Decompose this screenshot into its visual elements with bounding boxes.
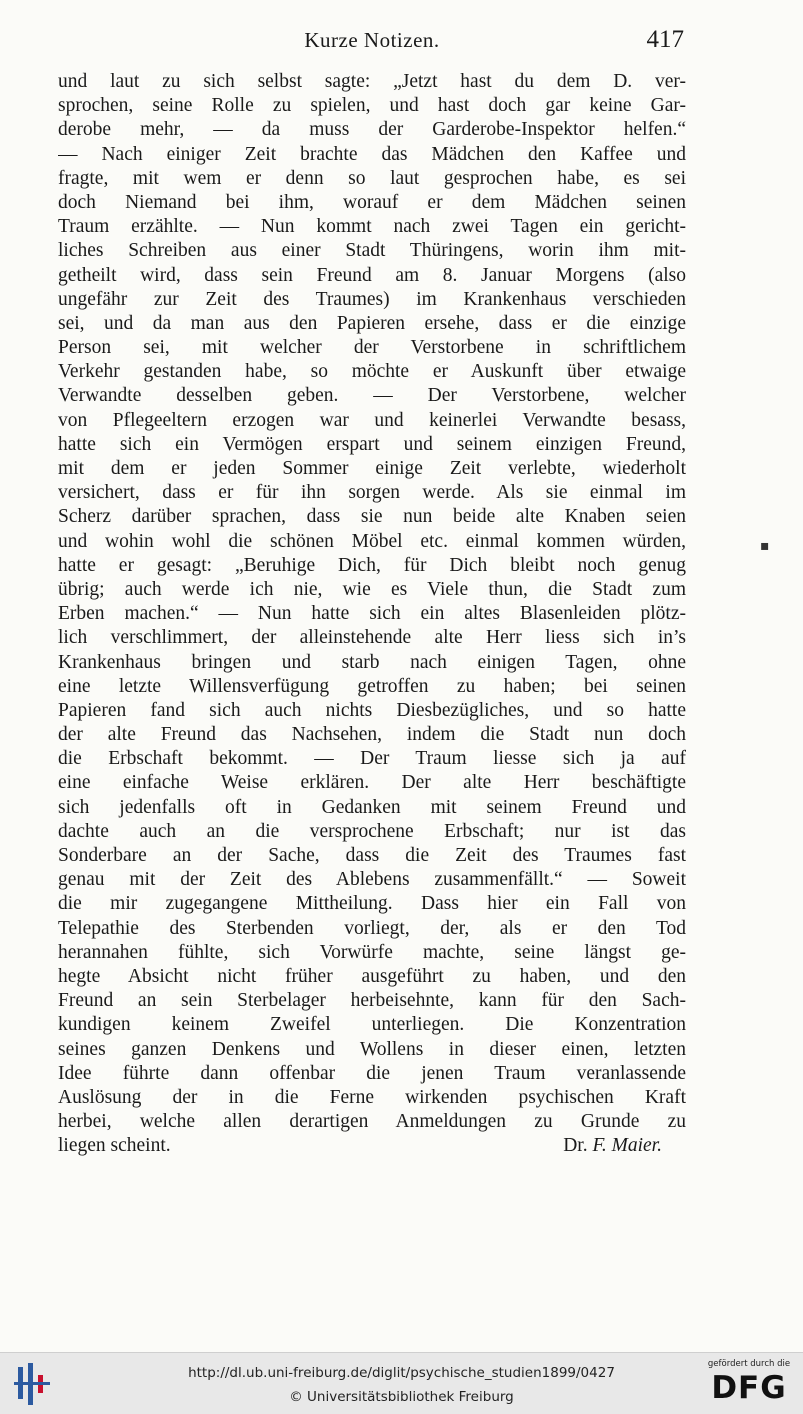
text-line: die Erbschaft bekommt. — Der Traum liesse sich ja auf bbox=[58, 748, 686, 770]
text-line: seines ganzen Denkens und Wollens in dieser einen, letzten bbox=[58, 1038, 686, 1060]
text-line: versichert, dass er für ihn sorgen werde. Als sie einmal im bbox=[58, 482, 686, 504]
page-number: 417 bbox=[646, 26, 684, 53]
text-line: Freund an sein Sterbelager herbeisehnte, kann für den Sach- bbox=[58, 990, 686, 1012]
text-line: kundigen keinem Zweifel unterliegen. Die Konzentration bbox=[58, 1014, 686, 1036]
text-line: Traum erzählte. — Nun kommt nach zwei Tagen ein gericht- bbox=[58, 216, 686, 238]
text-line: Sonderbare an der Sache, dass die Zeit des Traumes fast bbox=[58, 845, 686, 866]
text-line: liches Schreiben aus einer Stadt Thüringens, worin ihm mit- bbox=[58, 240, 686, 262]
text-line: übrig; auch werde ich nie, wie es Viele thun, die Stadt zum bbox=[58, 578, 686, 600]
text-line: sei, und da man aus den Papieren ersehe, dass er die einzige bbox=[58, 312, 686, 334]
dfg-caption: gefördert durch die bbox=[707, 1359, 791, 1369]
text-line: Verwandte desselben geben. — Der Verstorbene, welcher bbox=[58, 385, 686, 407]
text-line: herbei, welche allen derartigen Anmeldungen zu Grunde zu bbox=[58, 1111, 686, 1133]
running-head bbox=[58, 26, 686, 56]
last-text-line: liegen scheint. bbox=[58, 1135, 171, 1157]
signature-prefix: Dr. bbox=[563, 1135, 588, 1157]
text-line: lich verschlimmert, der alleinstehende alte Herr liess sich in’s bbox=[58, 627, 686, 649]
text-line: Krankenhaus bringen und starb nach einigen Tagen, ohne bbox=[58, 651, 686, 673]
text-line: genau mit der Zeit des Ablebens zusammenfällt.“ — Soweit bbox=[58, 869, 686, 891]
text-line: und laut zu sich selbst sagte: „Jetzt hast du dem D. ver- bbox=[58, 71, 686, 92]
text-line: hatte er gesagt: „Beruhige Dich, für Dich bleibt noch genug bbox=[58, 554, 686, 576]
signature-name: F. Maier. bbox=[592, 1135, 662, 1157]
dfg-logo-text: DFG bbox=[711, 1370, 787, 1406]
closing-line bbox=[58, 1134, 686, 1158]
text-line: — Nach einiger Zeit brachte das Mädchen den Kaffee und bbox=[58, 143, 686, 165]
text-line: Idee führte dann offenbar die jenen Traum veranlassende bbox=[58, 1062, 686, 1084]
margin-mark: ▪ bbox=[760, 538, 770, 554]
text-line: ungefähr zur Zeit des Traumes) im Krankenhaus verschieden bbox=[58, 288, 686, 310]
running-title: Kurze Notizen. bbox=[304, 28, 440, 52]
text-line: herannahen fühlte, sich Vorwürfe machte, seine längst ge- bbox=[58, 941, 686, 963]
text-line: der alte Freund das Nachsehen, indem die Stadt nun doch bbox=[58, 724, 686, 746]
text-line: Telepathie des Sterbenden vorliegt, der, als er den Tod bbox=[58, 917, 686, 939]
text-line: mit dem er jeden Sommer einige Zeit verlebte, wiederholt bbox=[58, 458, 686, 479]
text-line: Papieren fand sich auch nichts Diesbezügliches, und so hatte bbox=[58, 699, 686, 721]
text-line: Person sei, mit welcher der Verstorbene in schriftlichem bbox=[58, 337, 686, 359]
text-line: eine letzte Willensverfügung getroffen zu haben; bei seinen bbox=[58, 675, 686, 697]
permalink-url[interactable]: http://dl.ub.uni-freiburg.de/diglit/psychische_studien1899/0427 bbox=[188, 1365, 615, 1381]
footer-bar bbox=[0, 1352, 803, 1414]
text-line: Erben machen.“ — Nun hatte sich ein altes Blasenleiden plötz- bbox=[58, 603, 686, 625]
text-line: sich jedenfalls oft in Gedanken mit seinem Freund und bbox=[58, 796, 686, 818]
text-line: getheilt wird, dass sein Freund am 8. Januar Morgens (also bbox=[58, 264, 686, 286]
copyright-notice: © Universitätsbibliothek Freiburg bbox=[289, 1389, 514, 1405]
text-line: fragte, mit wem er denn so laut gesprochen habe, es sei bbox=[58, 167, 686, 189]
text-line: dachte auch an die versprochene Erbschaft; nur ist das bbox=[58, 820, 686, 842]
text-line: hegte Absicht nicht früher ausgeführt zu haben, und den bbox=[58, 965, 686, 987]
body-text bbox=[58, 70, 686, 1158]
dfg-logo bbox=[705, 1359, 793, 1409]
text-line: derobe mehr, — da muss der Garderobe-Inspektor helfen.“ bbox=[58, 119, 686, 141]
text-line: sprochen, seine Rolle zu spielen, und hast doch gar keine Gar- bbox=[58, 95, 686, 117]
text-line: Scherz darüber sprachen, dass sie nun beide alte Knaben seien bbox=[58, 506, 686, 528]
text-line: Verkehr gestanden habe, so möchte er Auskunft über etwaige bbox=[58, 361, 686, 383]
text-line: hatte sich ein Vermögen erspart und seinem einzigen Freund, bbox=[58, 433, 686, 455]
text-line: doch Niemand bei ihm, worauf er dem Mädchen seinen bbox=[58, 191, 686, 213]
text-line: die mir zugegangene Mittheilung. Dass hier ein Fall von bbox=[58, 893, 686, 915]
author-signature bbox=[563, 1134, 662, 1158]
text-line: von Pflegeeltern erzogen war und keinerlei Verwandte besass, bbox=[58, 409, 686, 431]
text-line: eine einfache Weise erklären. Der alte Herr beschäftigte bbox=[58, 772, 686, 794]
text-line: und wohin wohl die schönen Möbel etc. einmal kommen würden, bbox=[58, 530, 686, 552]
text-line: Auslösung der in die Ferne wirkenden psychischen Kraft bbox=[58, 1086, 686, 1108]
